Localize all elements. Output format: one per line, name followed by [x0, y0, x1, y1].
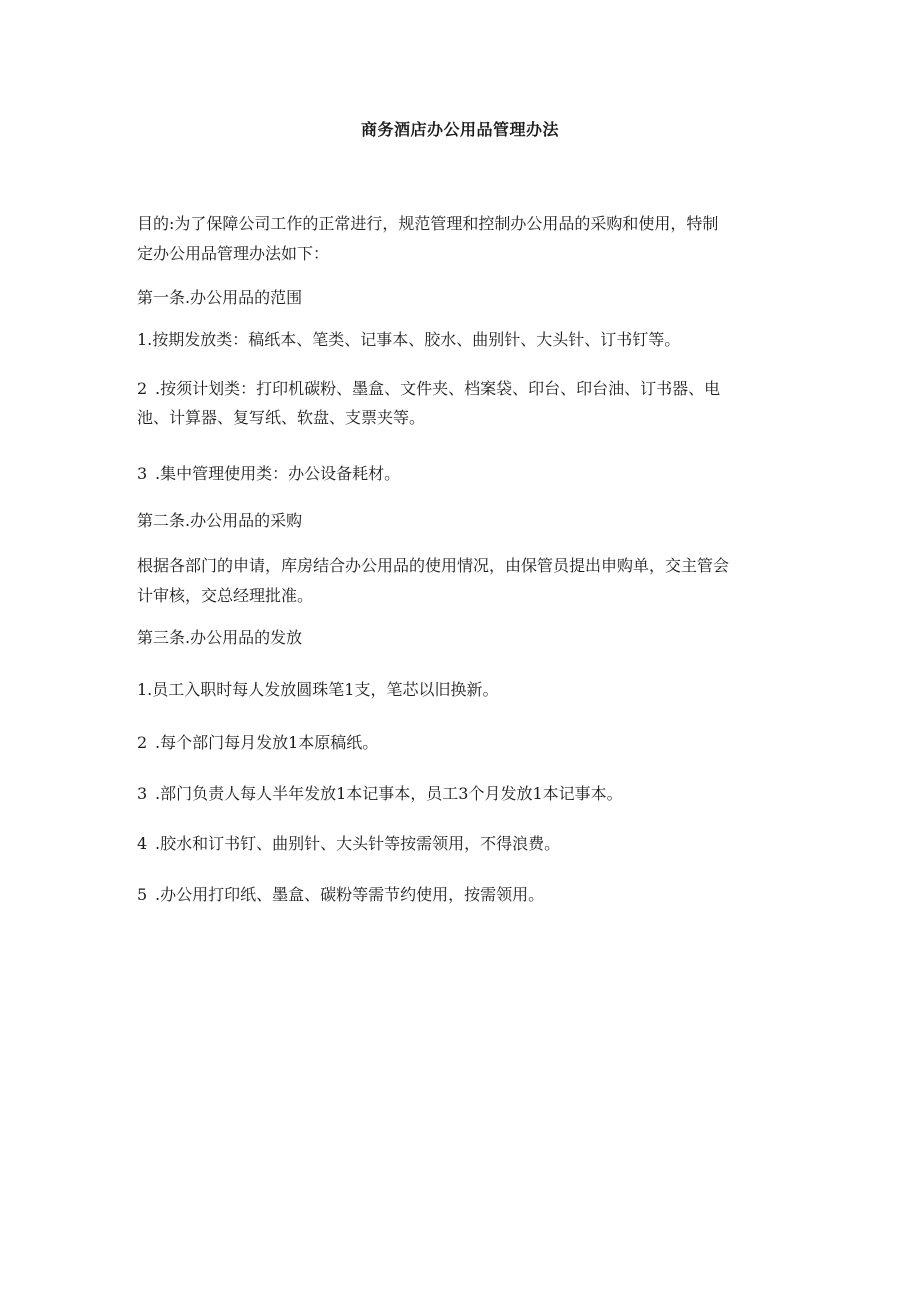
- item-number: 3: [137, 464, 148, 483]
- item-number: 4: [137, 834, 148, 853]
- article-3-item-3: [137, 784, 787, 804]
- item-text: .集中管理使用类：办公设备耗材。: [155, 464, 401, 483]
- article-3-item-2: [137, 733, 787, 753]
- article-1-item-2-cont: 池、计算器、复写纸、软盘、支票夹等。: [137, 408, 426, 427]
- page-title: 商务酒店办公用品管理办法: [360, 120, 559, 139]
- article-1-item-3: [137, 464, 787, 484]
- article-1-item-1: 1.按期发放类：稿纸本、笔类、记事本、胶水、曲别针、大头针、订书钉等。: [137, 330, 681, 349]
- item-text: .办公用打印纸、墨盒、碳粉等需节约使用，按需领用。: [155, 885, 545, 904]
- article-2-line-1: 根据各部门的申请，库房结合办公用品的使用情况，由保管员提出申购单，交主管会: [137, 556, 730, 575]
- item-text: .每个部门每月发放1本原稿纸。: [155, 733, 379, 752]
- item-text: .胶水和订书钉、曲别针、大头针等按需领用，不得浪费。: [155, 834, 561, 853]
- article-3-item-4: [137, 834, 787, 854]
- article-3-item-1: 1.员工入职时每人发放圆珠笔1支，笔芯以旧换新。: [137, 680, 499, 699]
- item-number: 3: [137, 784, 148, 803]
- article-1-item-2: [137, 379, 787, 399]
- article-1-heading: 第一条.办公用品的范围: [137, 288, 303, 307]
- item-number: 5: [137, 885, 148, 904]
- article-2-line-2: 计审核，交总经理批准。: [137, 586, 314, 605]
- item-number: 2: [137, 733, 148, 752]
- item-number: 2: [137, 379, 148, 398]
- purpose-line-2: 定办公用品管理办法如下：: [137, 244, 330, 263]
- item-text: .部门负责人每人半年发放1本记事本，员工3个月发放1本记事本。: [155, 784, 623, 803]
- item-text: .按须计划类：打印机碳粉、墨盒、文件夹、档案袋、印台、印台油、订书器、电: [155, 379, 721, 398]
- purpose-line-1: 目的:为了保障公司工作的正常进行，规范管理和控制办公用品的采购和使用，特制: [137, 214, 719, 233]
- article-3-item-5: [137, 885, 787, 905]
- article-3-heading: 第三条.办公用品的发放: [137, 628, 303, 647]
- article-2-heading: 第二条.办公用品的采购: [137, 511, 303, 530]
